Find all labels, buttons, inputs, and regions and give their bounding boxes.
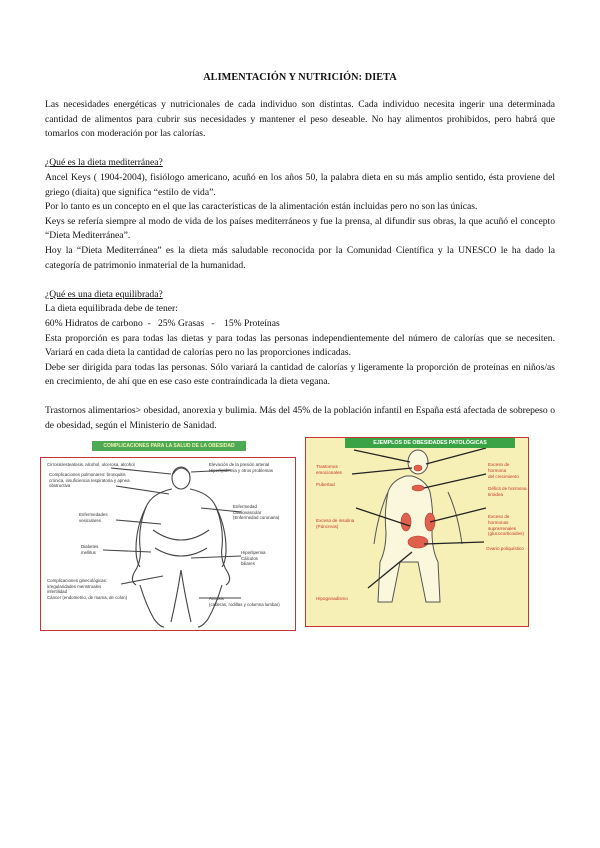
document-body [45, 98, 555, 434]
fig2-label-left-3: Pubertad [316, 482, 335, 487]
paragraph-concept: Por lo tanto es un concepto en el que las características de la alimentación están incluidas pero no son las únicas. [45, 201, 478, 213]
fig1-label-left-12: Cáncer (endometrio, de mama, de colon) [47, 594, 128, 600]
intro-paragraph: Las necesidades energéticas y nutricionales de cada individuo son distintas. Cada individuo necesita ingerir una determinada cantidad de alimentos para cubrir sus necesidades y mantener el peso deseable. No hay alimentos prohibidos, pero habrá que tomarlos con moderación por las calorías. [45, 99, 555, 140]
fig1-label-left-11: infertilidad [47, 589, 68, 595]
fig2-label-right-5: Exceso de hormonas [488, 514, 510, 525]
fig1-label-right-6: Hiperlipemia [241, 550, 266, 555]
figure-obesity-complications [40, 457, 296, 631]
fig1-label-left-9: Complicaciones ginecológicas: [47, 578, 108, 583]
fig1-label-left-6: vesiculares [79, 517, 101, 523]
fig1-label-left-10: irregularidades menstruales [47, 583, 102, 589]
paragraph-should-have: La dieta equilibrada debe de tener: [45, 303, 178, 315]
fig2-label-right-3: Déficit de hormona [488, 486, 527, 491]
fig1-label-right-10: (caderas, rodillas y columna lumbar) [209, 601, 280, 607]
fig2-label-left-5: (Páncreas) [316, 523, 339, 529]
paragraph-all-diets: Esta proporción es para todas las dietas y para todas las personas independientemente del número de calorías que se necesiten. Variará en cada dieta la cantidad de calorías pero no las proporciones indicadas. [45, 332, 555, 359]
fig1-label-right-3: Enfermedad [233, 504, 257, 509]
fig1-label-left-4: obstructiva [49, 483, 71, 489]
figure-left-caption: COMPLICACIONES PARA LA SALUD DE LA OBESIDAD [92, 441, 246, 451]
section-heading-balanced-diet: ¿Qué es una dieta equilibrada? [45, 288, 163, 300]
fig2-label-left-6: Hipogonadismo [316, 596, 348, 601]
fig1-label-right-1: Elevación de la presión arterial [209, 462, 270, 467]
fig2-label-right-7: (glucocorticoides) [488, 531, 524, 537]
paragraph-all-people: Debe ser dirigida para todas las personas. Sólo variará la cantidad de calorías y ligeramente la proporción de proteínas en niños/as en crecimiento, de ahí que en ese caso este contraindicada la dieta vegana. [45, 361, 555, 388]
figure-pathological-obesity [305, 437, 529, 627]
fig2-label-left-2: emocionales [316, 469, 342, 475]
fig1-label-left-3: crónica, insuficiencia respiratoria y apnea [49, 477, 130, 483]
fig1-label-left-1: Cirrosis/esteatosis, alcohol, ulcerosa, alcohol [47, 462, 135, 467]
fig2-label-right-1: Exceso de hormona [488, 462, 510, 473]
fig2-label-right-4: tiroidea [488, 491, 504, 497]
fig1-label-right-7: Cálculos [241, 555, 258, 561]
fig1-label-left-5: Enfermedades [79, 512, 108, 517]
fig1-label-right-5: (Enfermedad coronaria) [233, 515, 280, 521]
fig2-label-left-4: Exceso de insulina [316, 518, 355, 523]
fig1-label-left-7: Diabetes [81, 544, 99, 549]
fig2-label-right-6: suprarrenales [488, 525, 517, 531]
figure-right-caption: EJEMPLOS DE OBESIDADES PATOLÓGICAS [345, 438, 515, 448]
fig2-label-right-2: del crecimiento [488, 473, 519, 479]
paragraph-proportions: 60% Hidratos de carbono - 25% Grasas - 15% Proteínas [45, 317, 280, 329]
fig1-label-left-8: mellitus [81, 549, 96, 555]
paragraph-mediterranean-countries: Keys se refería siempre al modo de vida de los países mediterráneos y fue la prensa, al difundir sus obras, la que acuñó el concepto “Dieta Mediterránea”. [45, 215, 555, 242]
paragraph-eating-disorders: Trastornos alimentarios> obesidad, anorexia y bulimia. Más del 45% de la población infantil en España está afectada de sobrepeso o de obesidad, según el Ministerio de Sanidad. [45, 405, 555, 432]
fig1-label-right-8: biliares [241, 561, 255, 567]
page-title: ALIMENTACIÓN Y NUTRICIÓN: DIETA [203, 72, 397, 83]
fig2-label-right-8: Ovario poliquístico [486, 546, 524, 551]
paragraph-unesco: Hoy la “Dieta Mediterránea” es la dieta más saludable reconocida por la Comunidad Científica y la UNESCO le ha dado la categoría de patrimonio inmaterial de la humanidad. [45, 244, 555, 271]
paragraph-keys: Ancel Keys ( 1904-2004), fisiólogo americano, acuñó en los años 50, la palabra dieta en su más amplio sentido, ésta proviene del griego (diaita) que significa “estilo de vida”. [45, 171, 555, 198]
fig1-label-right-9: Artrosis [209, 596, 224, 601]
fig1-label-left-2: Complicaciones pulmonares: bronquitis [49, 472, 126, 477]
fig1-label-right-2: Hiperlipidemia y otros problemas [209, 467, 273, 473]
fig2-label-left-1: Trastornos [316, 464, 338, 469]
fig1-label-right-4: cardiovascular [233, 509, 262, 515]
section-heading-mediterranean: ¿Qué es la dieta mediterránea? [45, 157, 163, 169]
